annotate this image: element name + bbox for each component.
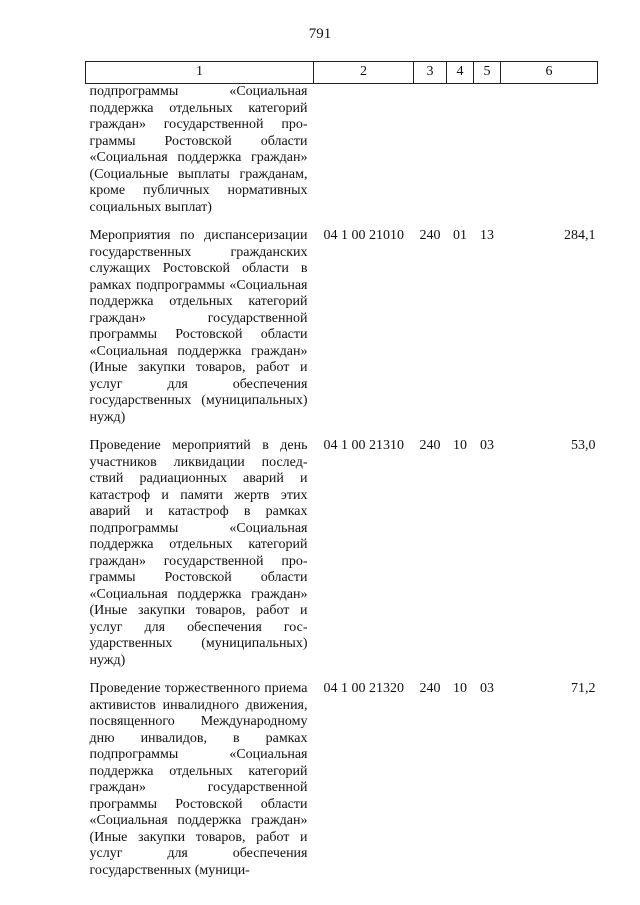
row-expense-type: 240 <box>419 228 441 243</box>
table-row <box>86 216 598 426</box>
table-header <box>86 62 598 84</box>
page-number: 791 <box>308 26 332 42</box>
row-subsection: 03 <box>480 438 494 453</box>
column-header-3: 3 <box>414 62 447 84</box>
row-target-code: 04 1 00 21010 <box>323 228 404 243</box>
row-section <box>447 84 474 217</box>
row-target-code <box>314 84 414 217</box>
column-header-6: 6 <box>501 62 598 84</box>
column-header-4: 4 <box>447 62 474 84</box>
row-amount: 71,2 <box>571 681 596 696</box>
budget-table <box>85 61 598 879</box>
row-section: 10 <box>453 681 467 696</box>
table-row <box>86 669 598 879</box>
row-target-code: 04 1 00 21310 <box>323 438 404 453</box>
row-expense-type <box>414 84 447 217</box>
row-amount: 284,1 <box>564 228 596 243</box>
row-subsection: 13 <box>480 228 494 243</box>
row-description: Проведение торжественного приема активистов инвалидного движения, посвященного Международному дню инвалидов, в рамках подпрограммы «Социальная поддержка отдельных категорий граждан» государственной программы Ростовской области «Социальная поддержка граждан» (Иные закупки товаров, работ и услуг для обеспечения государственных (муници- <box>89 681 308 878</box>
column-header-2: 2 <box>314 62 414 84</box>
row-section: 01 <box>453 228 467 243</box>
column-header-1: 1 <box>86 62 314 84</box>
row-description: Мероприятия по диспансеризации государственных гражданских служащих Ростовской области в рамках подпрограммы «Социальная поддержка отдельных категорий граждан» государственной программы Ростовской области «Социальная поддержка граждан» (Иные закупки товаров, работ и услуг для обеспечения государственных (муниципальных) нужд) <box>89 228 308 425</box>
row-subsection: 03 <box>480 681 494 696</box>
header-row <box>86 62 598 84</box>
table-body <box>86 84 598 880</box>
row-description: подпрограммы «Социальная поддержка отдельных категорий граждан» государственной программы Ростовской области «Социальная поддержка граждан» (Социальные выплаты гражданам, кроме публичных нормативных социальных выплат) <box>89 84 308 215</box>
row-description: Проведение мероприятий в день участников ликвидации последствий радиационных аварий и катастроф и памяти жертв этих аварий и катастроф в рамках подпрограммы «Социальная поддержка отдельных категорий граждан» государственной программы Ростовской области «Социальная поддержка граждан» (Иные закупки товаров, работ и услуг для обеспечения государственных (муниципальных) нужд) <box>89 438 308 668</box>
table-row <box>86 426 598 669</box>
column-header-5: 5 <box>474 62 501 84</box>
row-expense-type: 240 <box>419 438 441 453</box>
row-section: 10 <box>453 438 467 453</box>
row-subsection <box>474 84 501 217</box>
row-target-code: 04 1 00 21320 <box>323 681 404 696</box>
row-amount <box>501 84 598 217</box>
table-row <box>86 84 598 217</box>
row-amount: 53,0 <box>571 438 596 453</box>
row-expense-type: 240 <box>419 681 441 696</box>
